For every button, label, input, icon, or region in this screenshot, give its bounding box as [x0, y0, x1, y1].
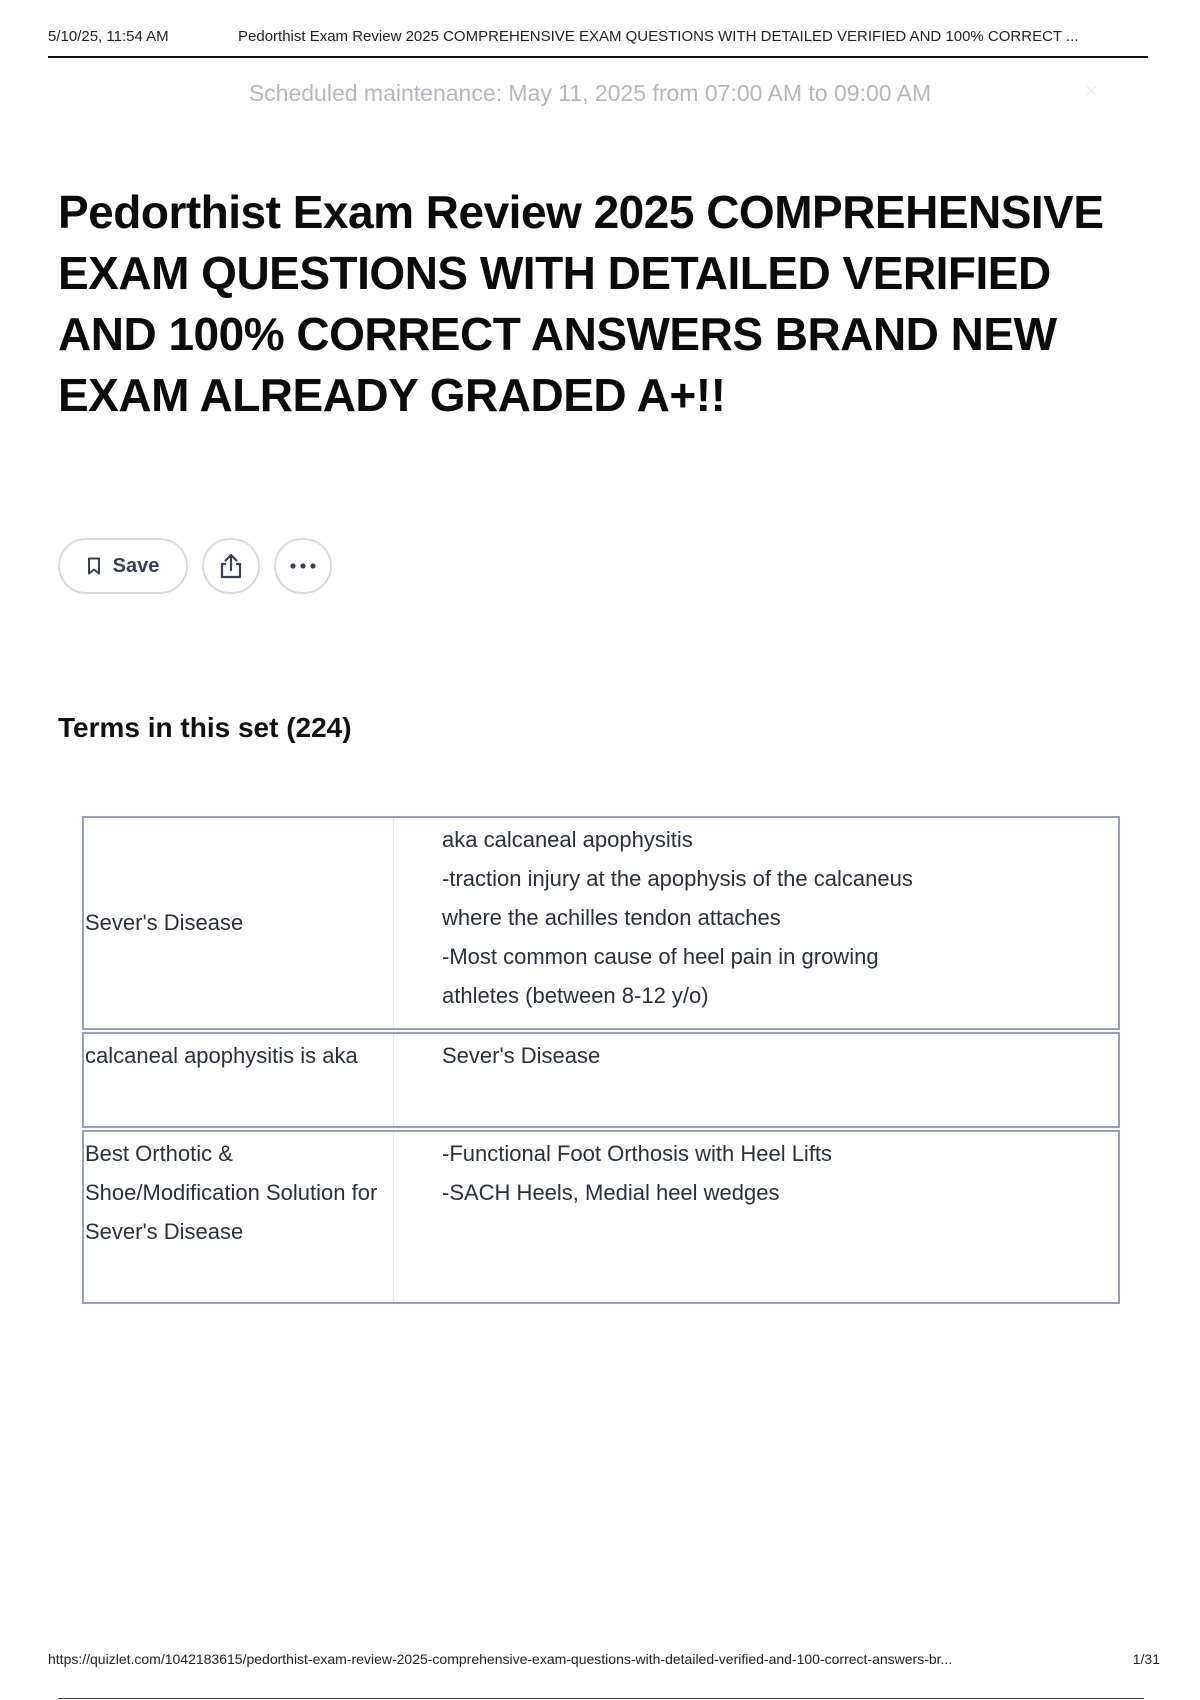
print-page-number: 1/31	[1132, 1651, 1160, 1667]
definition-line: -traction injury at the apophysis of the calcaneus	[442, 866, 913, 891]
print-page-title: Pedorthist Exam Review 2025 COMPREHENSIVE EXAM QUESTIONS WITH DETAILED VERIFIED AND 100% CORRECT ...	[238, 28, 1079, 45]
bookmark-icon	[87, 557, 101, 575]
more-options-button[interactable]	[274, 538, 332, 594]
more-horizontal-icon	[289, 563, 317, 569]
term-card	[82, 816, 1120, 1030]
term-text: Sever's Disease	[85, 909, 244, 935]
close-icon[interactable]: ×	[1085, 78, 1098, 103]
print-header	[48, 28, 1148, 58]
definition-cell	[394, 1034, 1118, 1126]
term-text: Best Orthotic & Shoe/Modification Solution for Sever's Disease	[85, 1141, 378, 1244]
page-title: Pedorthist Exam Review 2025 COMPREHENSIVE EXAM QUESTIONS WITH DETAILED VERIFIED AND 100% CORRECT ANSWERS BRAND NEW EXAM ALREADY GRADED A+!!	[58, 186, 1104, 421]
print-timestamp: 5/10/25, 11:54 AM	[48, 28, 169, 45]
definition-line: -Functional Foot Orthosis with Heel Lifts	[442, 1141, 833, 1166]
save-label: Save	[112, 554, 160, 577]
definition-line: where the achilles tendon attaches	[442, 905, 781, 930]
save-button[interactable]	[58, 538, 188, 594]
term-cell	[84, 1132, 394, 1302]
definition-line: -SACH Heels, Medial heel wedges	[442, 1180, 780, 1205]
definition-cell	[394, 1132, 1118, 1302]
maintenance-banner: Scheduled maintenance: May 11, 2025 from 07:00 AM to 09:00 AM	[248, 80, 932, 106]
term-card	[82, 1032, 1120, 1128]
definition-line: -Most common cause of heel pain in growing	[442, 944, 879, 969]
term-text: calcaneal apophysitis is aka	[85, 1043, 358, 1068]
share-icon	[218, 552, 244, 580]
definition-line: athletes (between 8-12 y/o)	[442, 983, 709, 1008]
print-url: https://quizlet.com/1042183615/pedorthist-exam-review-2025-comprehensive-exam-questions-with-detailed-verified-and-100-correct-answers-br...	[48, 1651, 953, 1667]
set-actions	[58, 538, 332, 594]
term-card	[82, 1130, 1120, 1304]
terms-heading: Terms in this set (224)	[58, 712, 352, 743]
share-button[interactable]	[202, 538, 260, 594]
definition-line: Sever's Disease	[442, 1043, 601, 1068]
print-footer	[48, 1651, 1160, 1667]
term-cell	[84, 818, 394, 1028]
definition-line: aka calcaneal apophysitis	[442, 827, 693, 852]
terms-list	[82, 816, 1120, 1304]
footer-divider	[58, 1698, 1144, 1699]
term-cell	[84, 1034, 394, 1126]
definition-cell	[394, 818, 1118, 1028]
